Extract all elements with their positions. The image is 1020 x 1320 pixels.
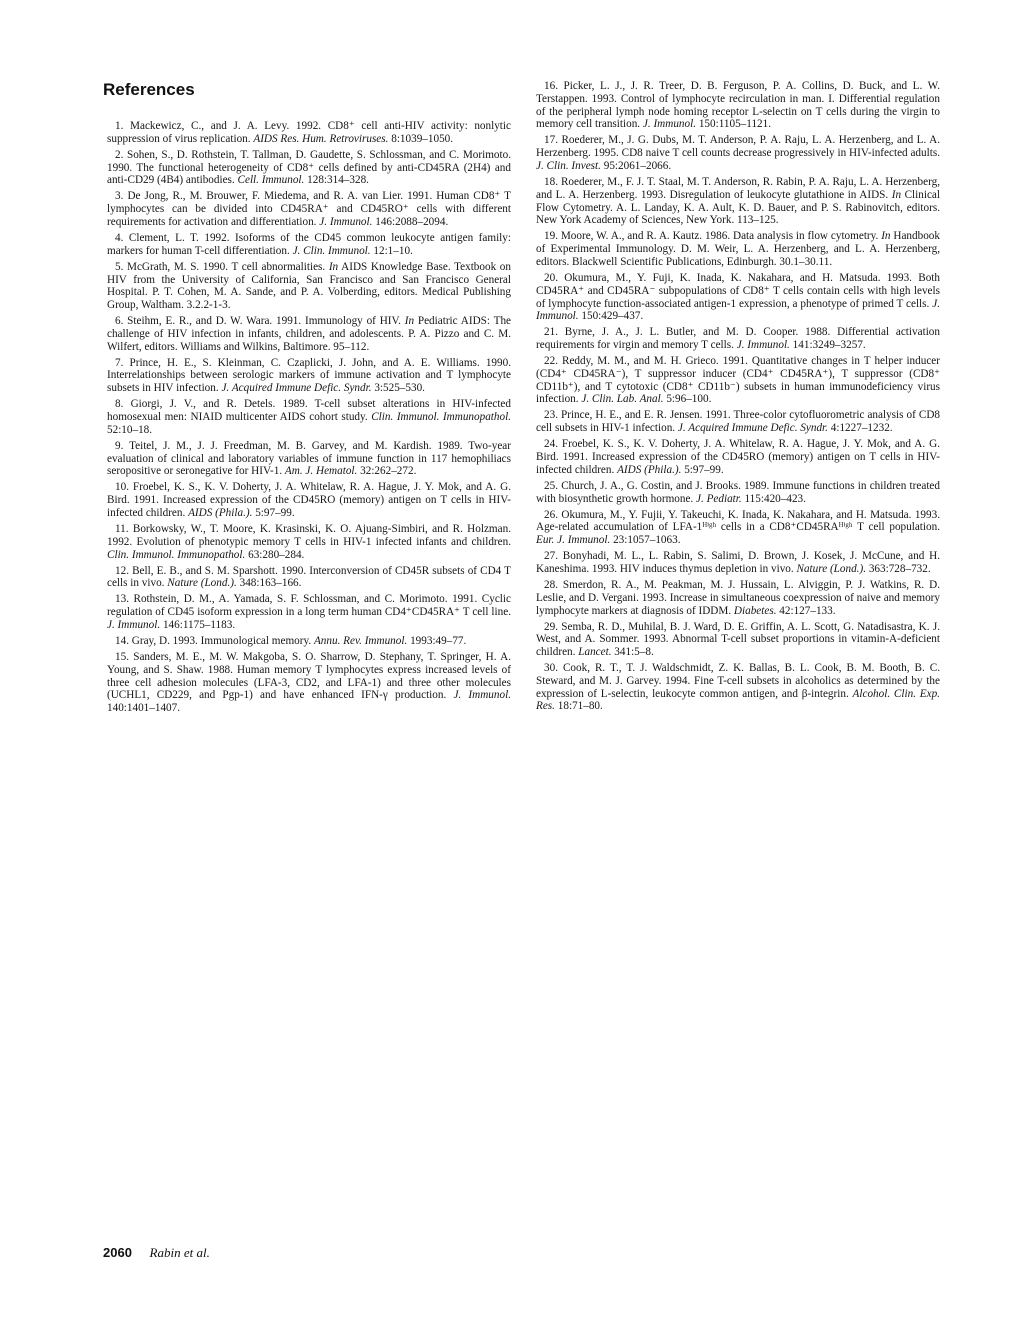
reference-citation: 363:728–732. <box>866 562 931 575</box>
reference-entry <box>107 149 511 187</box>
reference-entry <box>536 176 940 227</box>
reference-citation: 42:127–133. <box>776 604 836 617</box>
reference-entry <box>536 550 940 576</box>
reference-text: 9. Teitel, J. M., J. J. Freedman, M. B. Garvey, and M. Kardish. 1989. Two-year evaluation of clinical and laboratory variables of immune function in 117 hemophiliacs seropositive or seronegative for HIV-1. <box>107 439 511 478</box>
reference-entry <box>536 326 940 352</box>
reference-entry <box>107 523 511 561</box>
reference-entry <box>536 480 940 506</box>
reference-journal: Annu. Rev. Immunol. <box>313 634 408 647</box>
reference-journal: J. Pediatr. <box>696 492 742 505</box>
reference-journal: Nature (Lond.). <box>796 562 867 575</box>
reference-citation: 5:97–99. <box>681 463 724 476</box>
reference-citation: 23:1057–1063. <box>610 534 681 547</box>
reference-citation: 150:1105–1121. <box>696 118 772 131</box>
reference-journal: J. Clin. Invest. <box>536 159 601 172</box>
reference-citation: Pediatric AIDS: The challenge of HIV infection in infants, children, and adolescents. P. A. Pizzo and C. M. Wilfert, editors. Williams and Wilkins, Baltimore. 95–112. <box>107 315 511 353</box>
reference-journal: J. Acquired Immune Defic. Syndr. <box>221 382 372 395</box>
reference-text: 14. Gray, D. 1993. Immunological memory. <box>115 634 314 647</box>
reference-citation: 3:525–530. <box>371 382 425 395</box>
reference-text: 21. Byrne, J. A., J. L. Butler, and M. D. Cooper. 1988. Differential activation requirements for virgin and memory T cells. <box>536 326 940 352</box>
reference-text: 17. Roederer, M., J. G. Dubs, M. T. Anderson, P. A. Raju, L. A. Herzenberg, and L. A. Herzenberg. 1995. CD8 naive T cell counts decrease progressively in HIV-infected adults. <box>536 134 940 160</box>
reference-text: 6. Steihm, E. R., and D. W. Wara. 1991. Immunology of HIV. <box>115 315 405 328</box>
reference-text: 29. Semba, R. D., Muhilal, B. J. Ward, D. E. Griffin, A. L. Scott, G. Natadisastra, K. J. West, and A. Sommer. 1993. Abnormal T-cell subset proportions in vitamin-A-deficient children. <box>536 620 940 659</box>
reference-citation: 146:1175–1183. <box>160 618 236 631</box>
reference-journal: AIDS (Phila.). <box>617 463 682 476</box>
reference-text: 7. Prince, H. E., S. Kleinman, C. Czaplicki, J. John, and A. E. Williams. 1990. Interrelationships between serologic markers of immune activation and T lymphocyte subsets in HIV infection. <box>107 356 511 395</box>
reference-journal: J. Clin. Lab. Anal. <box>581 393 664 406</box>
reference-journal: AIDS (Phila.). <box>188 507 253 519</box>
page-footer <box>103 1245 210 1261</box>
reference-journal: AIDS Res. Hum. Retroviruses. <box>253 132 389 145</box>
references-column-right <box>536 80 940 716</box>
reference-entry <box>536 509 940 547</box>
reference-citation: 12:1–10. <box>370 244 413 257</box>
reference-text: 28. Smerdon, R. A., M. Peakman, M. J. Hussain, L. Alviggin, P. J. Watkins, R. D. Leslie, and D. Vergani. 1993. Increase in simultaneous coexpression of naive and memory lymphocyte markers at diagnosis of IDDM. <box>536 578 940 617</box>
reference-entry <box>107 565 511 591</box>
reference-citation: 5:97–99. <box>252 507 295 519</box>
reference-citation: Clinical Flow Cytometry. A. L. Landay, K. A. Ault, K. D. Bauer, and P. S. Rabinovitch, editors. New York Academy of Sciences, New York. 113–125. <box>536 188 941 227</box>
reference-entry <box>107 651 511 715</box>
reference-citation: 140:1401–1407. <box>107 702 181 715</box>
reference-entry <box>536 80 940 131</box>
reference-entry <box>107 481 511 519</box>
reference-journal: Nature (Lond.). <box>167 577 237 590</box>
reference-text: 4. Clement, L. T. 1992. Isoforms of the CD45 common leukocyte antigen family: markers for human T-cell differentiation. <box>107 231 511 257</box>
reference-text: 26. Okumura, M., Y. Fujii, Y. Takeuchi, K. Inada, K. Nakahara, and H. Matsuda. 1993. Age-related accumulation of LFA-1ᴴⁱᵍʰ cells in a CD8⁺CD45RAᴴⁱᵍʰ T cell population. <box>536 508 940 534</box>
reference-entry <box>107 315 511 353</box>
reference-journal: Am. J. Hematol. <box>284 465 358 478</box>
reference-text: 15. Sanders, M. E., M. W. Makgoba, S. O. Sharrow, D. Stephany, T. Springer, H. A. Young, and S. Shaw. 1988. Human memory T lymphocytes express increased levels of three cell adhesion molecules (LFA-3, CD2, and LFA-1) and three other molecules (UCHL1, CD229, and Pgp-1) and have enhanced IFN-γ production. <box>107 650 511 702</box>
reference-citation: 115:420–423. <box>741 492 806 505</box>
reference-text: 23. Prince, H. E., and E. R. Jensen. 1991. Three-color cytofluorometric analysis of CD8 cell subsets in HIV-1 infection. <box>536 409 940 435</box>
reference-entry <box>536 438 940 476</box>
reference-text: 22. Reddy, M. M., and M. H. Grieco. 1991. Quantitative changes in T helper inducer (CD4⁺ CD45RA⁻), T suppressor inducer (CD4⁺ CD45RA⁺), T suppressor (CD8⁺ CD11b⁺), and T cytotoxic (CD8⁺ CD11b⁻) subsets in human immunodeficiency virus infection. <box>536 355 940 406</box>
references-column-left <box>107 120 511 718</box>
reference-journal: In <box>404 315 415 328</box>
reference-citation: 8:1039–1050. <box>388 132 454 145</box>
reference-entry <box>107 398 511 436</box>
reference-text: 11. Borkowsky, W., T. Moore, K. Krasinski, K. O. Ajuang-Simbiri, and R. Holzman. 1992. Evolution of phenotypic memory T cells in HIV-1 infected infants and children. <box>107 522 511 548</box>
reference-entry <box>536 662 940 713</box>
reference-journal: Cell. Immunol. <box>237 174 305 187</box>
reference-text: 16. Picker, L. J., J. R. Treer, D. B. Ferguson, P. A. Collins, D. Buck, and L. W. Terstappen. 1993. Control of lymphocyte recirculation in man. I. Differential regulation of the peripheral lymph node homing receptor L-selectin on T cells during the virgin to memory cell transition. <box>536 80 940 131</box>
reference-citation: 52:10–18. <box>107 423 153 436</box>
page-number: 2060 <box>103 1245 132 1260</box>
reference-entry <box>536 355 940 406</box>
reference-citation: 146:2088–2094. <box>372 215 449 228</box>
reference-entry <box>107 635 511 648</box>
reference-citation: 18:71–80. <box>554 700 603 713</box>
references-heading: References <box>103 80 195 99</box>
reference-entry <box>107 232 511 258</box>
reference-journal: In <box>328 260 339 273</box>
reference-journal: J. Immunol. <box>107 618 161 631</box>
reference-journal: Eur. J. Immunol. <box>536 534 611 547</box>
reference-text: 10. Froebel, K. S., K. V. Doherty, J. A. Whitelaw, R. A. Hague, J. Y. Mok, and A. G. Bird. 1991. Increased expression of the CD45RO (memory) antigen on T cells in HIV-infected children. <box>107 481 511 519</box>
reference-entry <box>107 261 511 312</box>
reference-citation: 150:429–437. <box>578 310 644 323</box>
reference-entry <box>107 440 511 478</box>
reference-journal: J. Immunol. <box>736 339 790 352</box>
reference-text: 1. Mackewicz, C., and J. A. Levy. 1992. CD8⁺ cell anti-HIV activity: nonlytic suppression of virus replication. <box>107 120 511 145</box>
reference-entry <box>536 621 940 659</box>
reference-journal: Diabetes. <box>733 604 777 617</box>
reference-entry <box>107 593 511 631</box>
reference-journal: Lancet. <box>578 646 612 659</box>
reference-citation: 95:2061–2066. <box>600 159 672 172</box>
reference-entry <box>536 579 940 617</box>
reference-journal: Clin. Immunol. Immunopathol. <box>371 411 511 424</box>
reference-citation: 128:314–328. <box>304 174 369 187</box>
reference-citation: 1993:49–77. <box>407 634 467 647</box>
reference-citation: 5:96–100. <box>663 393 712 406</box>
reference-text: 25. Church, J. A., G. Costin, and J. Brooks. 1989. Immune functions in children treated with biosynthetic growth hormone. <box>536 479 940 505</box>
reference-text: 5. McGrath, M. S. 1990. T cell abnormalities. <box>115 260 329 273</box>
reference-journal: J. Clin. Immunol. <box>292 244 371 257</box>
reference-journal: In <box>891 188 902 201</box>
reference-entry <box>107 120 511 146</box>
reference-text: 8. Giorgi, J. V., and R. Detels. 1989. T-cell subset alterations in HIV-infected homosexual men: NIAID multicenter AIDS cohort study. <box>107 398 511 424</box>
reference-text: 19. Moore, W. A., and R. A. Kautz. 1986. Data analysis in flow cytometry. <box>544 230 882 243</box>
reference-text: 24. Froebel, K. S., K. V. Doherty, J. A. Whitelaw, R. A. Hague, J. Y. Mok, and A. G. Bird. 1991. Increased expression of the CD45RO (memory) antigen on T cells in HIV-infected children. <box>536 438 940 476</box>
reference-text: 13. Rothstein, D. M., A. Yamada, S. F. Schlossman, and C. Morimoto. 1991. Cyclic regulation of CD45 isoform expression in a long term human CD4⁺CD45RA⁺ T cell line. <box>107 593 511 619</box>
reference-journal: J. Immunol. <box>642 118 697 131</box>
reference-citation: 141:3249–3257. <box>789 339 866 352</box>
reference-text: 30. Cook, R. T., T. J. Waldschmidt, Z. K. Ballas, B. L. Cook, B. M. Booth, B. C. Steward, and M. J. Garvey. 1994. Fine T-cell subsets in alcoholics as determined by the expression of L-selectin, leukocyte common antigen, and β-integrin. <box>536 662 940 700</box>
reference-journal: Clin. Immunol. Immunopathol. <box>107 548 246 561</box>
reference-entry <box>107 357 511 395</box>
reference-citation: 63:280–284. <box>245 548 305 561</box>
reference-journal: J. Immunol. <box>319 215 373 228</box>
reference-text: 27. Bonyhadi, M. L., L. Rabin, S. Salimi, D. Brown, J. Kosek, J. McCune, and H. Kaneshima. 1993. HIV induces thymus depletion in vivo. <box>536 550 940 575</box>
reference-entry <box>536 230 940 268</box>
reference-journal: J. Immunol. <box>453 689 511 702</box>
reference-citation: AIDS Knowledge Base. Textbook on HIV from the University of California, San Francisco and San Francisco General Hospital. P. T. Cohen, M. A. Sande, and P. A. Volberding, editors. Medical Publishing Group, Waltham. 3.2.2-1-3. <box>107 260 511 312</box>
running-author: Rabin et al. <box>149 1245 210 1260</box>
reference-citation: 348:163–166. <box>236 577 302 590</box>
reference-citation: 32:262–272. <box>357 465 417 478</box>
reference-citation: 4:1227–1232. <box>827 422 893 435</box>
reference-citation: 341:5–8. <box>611 646 654 659</box>
reference-entry <box>536 409 940 435</box>
reference-citation: Handbook of Experimental Immunology. D. M. Weir, L. A. Herzenberg, and L. A. Herzenberg, editors. Blackwell Scientific Publications, Edinburgh. 30.1–30.11. <box>536 230 940 268</box>
reference-journal: In <box>881 230 891 243</box>
reference-text: 3. De Jong, R., M. Brouwer, F. Miedema, and R. A. van Lier. 1991. Human CD8⁺ T lymphocytes can be divided into CD45RA⁺ and CD45RO⁺ cells with different requirements for activation and differentiation. <box>107 190 511 228</box>
reference-text: 12. Bell, E. B., and S. M. Sparshott. 1990. Interconversion of CD45R subsets of CD4 T cells in vivo. <box>107 564 511 590</box>
reference-journal: Alcohol. Clin. Exp. Res. <box>536 687 940 713</box>
reference-entry <box>536 272 940 323</box>
reference-entry <box>536 134 940 172</box>
reference-journal: J. Immunol. <box>536 297 940 323</box>
reference-text: 2. Sohen, S., D. Rothstein, T. Tallman, D. Gaudette, S. Schlossman, and C. Morimoto. 1990. The functional heterogeneity of CD8⁺ cells defined by anti-CD45RA (2H4) and anti-CD29 (4B4) antibodies. <box>107 148 511 187</box>
reference-entry <box>107 190 511 228</box>
reference-text: 18. Roederer, M., F. J. T. Staal, M. T. Anderson, R. Rabin, P. A. Raju, L. A. Herzenberg, and L. A. Herzenberg. 1993. Disregulation of leukocyte glutathione in AIDS. <box>536 175 940 201</box>
reference-journal: J. Acquired Immune Defic. Syndr. <box>677 422 828 435</box>
reference-text: 20. Okumura, M., Y. Fuji, K. Inada, K. Nakahara, and H. Matsuda. 1993. Both CD45RA⁺ and CD45RA⁻ subpopulations of CD8⁺ T cells contain cells with high levels of lymphocyte function-associated antigen-1 expression, a phenotype of primed T cells. <box>536 271 940 310</box>
